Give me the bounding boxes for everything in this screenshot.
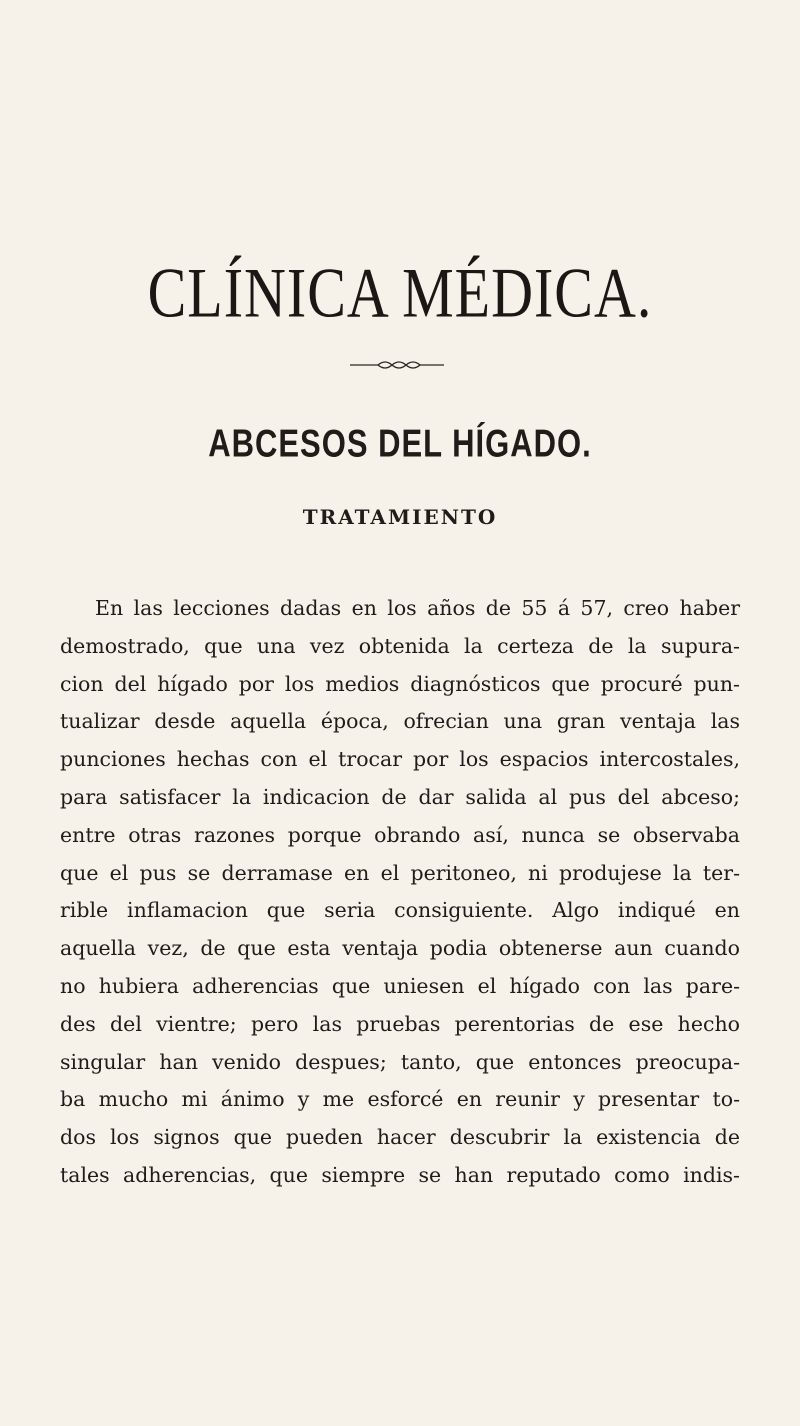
section-heading: ABCESOS DEL HÍGADO. <box>208 421 592 466</box>
paragraph-line: rible inflamacion que seria consiguiente. Algo indiqué en <box>60 898 740 923</box>
paragraph-line: ba mucho mi ánimo y me esforcé en reunir y presentar to- <box>60 1087 740 1112</box>
paragraph-line: En las lecciones dadas en los años de 55 á 57, creo haber <box>95 596 740 620</box>
paragraph-line: no hubiera adherencias que uniesen el hígado con las pare- <box>60 973 740 998</box>
paragraph-line: para satisfacer la indicacion de dar salida al pus del abceso; <box>60 784 740 809</box>
body-paragraph <box>60 590 740 1195</box>
paragraph-line: tualizar desde aquella época, ofrecian una gran ventaja las <box>60 709 740 734</box>
paragraph-line: singular han venido despues; tanto, que entonces preocupa- <box>60 1049 740 1074</box>
paragraph-line: demostrado, que una vez obtenida la certeza de la supura- <box>60 633 740 658</box>
section-subtitle: TRATAMIENTO <box>302 505 498 529</box>
paragraph-line: dos los signos que pueden hacer descubrir la existencia de <box>60 1125 740 1150</box>
paragraph-line: cion del hígado por los medios diagnósticos que procuré pun- <box>60 671 740 696</box>
paragraph-line: entre otras razones porque obrando así, nunca se observaba <box>60 822 740 847</box>
paragraph-line: punciones hechas con el trocar por los espacios intercostales, <box>60 747 740 772</box>
paragraph-line: tales adherencias, que siempre se han reputado como indis- <box>60 1162 740 1187</box>
paragraph-line: des del vientre; pero las pruebas perentorias de ese hecho <box>60 1011 740 1036</box>
paragraph-line: aquella vez, de que esta ventaja podia obtenerse aun cuando <box>60 936 740 961</box>
wavy-divider-ornament <box>348 358 446 372</box>
paragraph-line: que el pus se derramase en el peritoneo, ni produjese la ter- <box>60 860 740 885</box>
page-title: CLÍNICA MÉDICA. <box>147 253 653 333</box>
